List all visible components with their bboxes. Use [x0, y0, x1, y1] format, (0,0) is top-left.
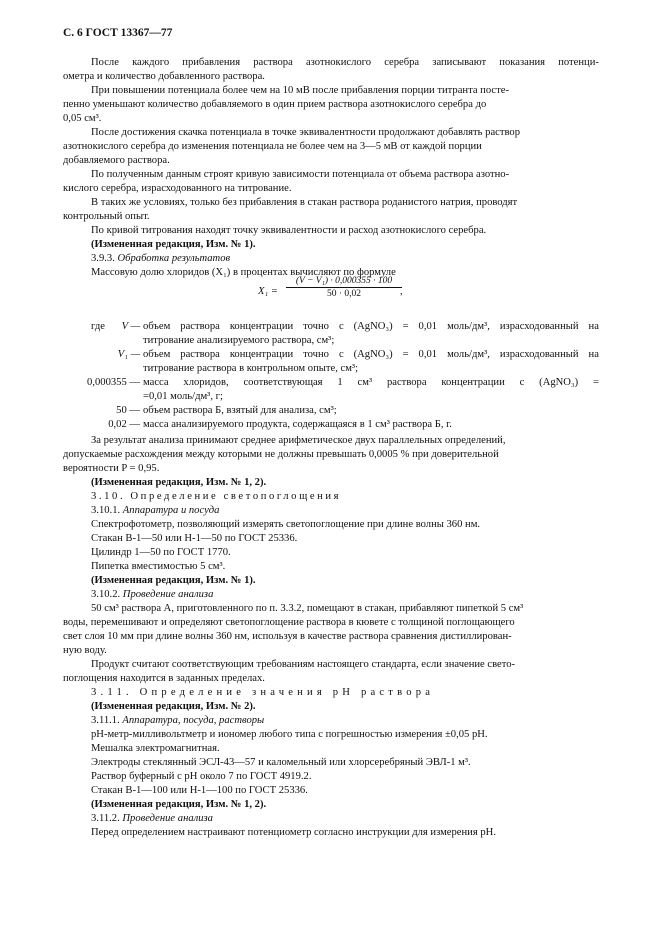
page-header: С. 6 ГОСТ 13367—77	[63, 27, 173, 39]
paragraph-line: контрольный опыт.	[63, 211, 150, 222]
paragraph-line: 0,05 см³.	[63, 113, 102, 124]
legend-text: масса хлоридов, соответствующая 1 см³ раствора концентрации c (AgNO₃) =	[143, 377, 599, 388]
legend-symbol-50: 50 —	[116, 405, 140, 416]
legend-symbol-v: V —	[121, 321, 140, 332]
paragraph-line: За результат анализа принимают среднее арифметическое двух параллельных определений,	[91, 435, 506, 446]
paragraph-line: 50 см³ раствора А, приготовленного по п. 3.3.2, помещают в стакан, прибавляют пипеткой 5 см³	[91, 603, 524, 614]
paragraph-line: пенно уменьшают количество добавляемого в один прием раствора азотнокислого серебра до	[63, 99, 487, 110]
section-title: Аппаратура, посуда, растворы	[122, 715, 265, 726]
edit-note: (Измененная редакция, Изм. № 2).	[91, 701, 256, 712]
paragraph-line: ометра и количество добавленного раствора.	[63, 71, 265, 82]
section-title: Проведение анализа	[122, 813, 213, 824]
legend-text: титрование анализируемого раствора, см³;	[143, 335, 335, 346]
legend-text: объем раствора Б, взятый для анализа, см³;	[143, 405, 337, 416]
formula-trailing: ,	[400, 286, 403, 297]
section-title: Обработка результатов	[117, 253, 231, 264]
equipment-item: Электроды стеклянный ЭСЛ-43—57 и каломельный или хлорсеребряный ЭВЛ-1 м³.	[91, 757, 471, 768]
section-number: 3.10.1.	[91, 505, 121, 516]
formula-denominator: 50 · 0,02	[326, 289, 362, 299]
formula-numerator: (V − V₁) · 0,000355 · 100	[295, 276, 393, 286]
paragraph-line: кислого серебра, израсходованного на титрование.	[63, 183, 292, 194]
edit-note: (Измененная редакция, Изм. № 1).	[91, 239, 256, 250]
formula-lhs: X₁ =	[258, 286, 278, 297]
legend-text: =0,01 моль/дм³, г;	[143, 391, 223, 402]
paragraph-line: В таких же условиях, только без прибавления в стакан раствора роданистого натрия, проводят	[91, 197, 518, 208]
formula-fraction	[286, 276, 402, 299]
paragraph-line: воды, перемешивают и определяют светопоглощение раствора в кювете с толщиной поглощающего	[63, 617, 515, 628]
section-title: Проведение анализа	[122, 589, 214, 600]
section-number: 3.11.1.	[91, 715, 120, 726]
paragraph-line: После достижения скачка потенциала в точке эквивалентности продолжают добавлять раствор	[91, 127, 521, 138]
section-heading-3-11: 3.11. Определение значения pH раствора	[91, 687, 435, 698]
paragraph-line: При повышении потенциала более чем на 10 мВ после прибавления порции титранта посте-	[91, 85, 509, 96]
section-heading-3-10: 3.10. Определение светопоглощения	[91, 491, 342, 502]
paragraph-line: свет слоя 10 мм при длине волны 360 нм, используя в качестве раствора сравнения дистиллирован-	[63, 631, 512, 642]
paragraph-line: добавляемого раствора.	[63, 155, 170, 166]
paragraph-line: допускаемые расхождения между которыми не должны превышать 0,0005 % при доверительной	[63, 449, 499, 460]
equipment-item: Раствор буферный с pH около 7 по ГОСТ 4919.2.	[91, 771, 312, 782]
paragraph-line: После каждого прибавления раствора азотнокислого серебра записывают показания потенци-	[91, 57, 599, 68]
legend-symbol-0000355: 0,000355 —	[87, 377, 140, 388]
section-heading-3-9-3	[91, 252, 230, 265]
section-number: 3.11.2.	[91, 813, 120, 824]
paragraph-line: По полученным данным строят кривую зависимости потенциала от объема раствора азотно-	[91, 169, 510, 180]
section-heading-3-10-2	[91, 588, 213, 601]
paragraph-line: Перед определением настраивают потенциометр согласно инструкции для измерения pH.	[91, 827, 496, 838]
equipment-item: pH-метр-милливольтметр и иономер любого типа с погрешностью измерения ±0,05 pH.	[91, 729, 488, 740]
section-heading-3-11-1	[91, 714, 264, 727]
equipment-item: Пипетка вместимостью 5 см³.	[91, 561, 226, 572]
section-heading-3-10-1	[91, 504, 219, 517]
section-title: Аппаратура и посуда	[122, 505, 220, 516]
paragraph-line: вероятности P = 0,95.	[63, 463, 160, 474]
paragraph-line: Продукт считают соответствующим требованиям настоящего стандарта, если значение свето-	[91, 659, 516, 670]
equipment-item: Мешалка электромагнитная.	[91, 743, 220, 754]
equipment-item: Спектрофотометр, позволяющий измерять светопоглощение при длине волны 360 нм.	[91, 519, 481, 530]
legend-text: объем раствора концентрации точно c (AgNO₃) = 0,01 моль/дм³, израсходованный на	[143, 321, 599, 332]
edit-note: (Измененная редакция, Изм. № 1, 2).	[91, 799, 267, 810]
equipment-item: Цилиндр 1—50 по ГОСТ 1770.	[91, 547, 231, 558]
paragraph-line: азотнокислого серебра до изменения потенциала не более чем на 3—5 мВ от каждой порции	[63, 141, 482, 152]
legend-text: титрование раствора в контрольном опыте, см³;	[143, 363, 359, 374]
paragraph-line: поглощения находится в заданных пределах.	[63, 673, 265, 684]
legend-symbol-002: 0,02 —	[108, 419, 140, 430]
legend-text: масса анализируемого продукта, содержащаяся в 1 см³ раствора Б, г.	[143, 419, 452, 430]
section-number: 3.9.3.	[91, 253, 115, 264]
legend-symbol-v1: V₁ —	[117, 349, 140, 360]
legend-where: где	[91, 321, 105, 332]
legend-text: объем раствора концентрации точно c (AgNO₃) = 0,01 моль/дм³, израсходованный на	[143, 349, 599, 360]
paragraph-line: По кривой титрования находят точку эквивалентности и расход азотнокислого серебра.	[91, 225, 487, 236]
section-heading-3-11-2	[91, 812, 213, 825]
formula-intro: Массовую долю хлоридов (X₁) в процентах вычисляют по формуле	[91, 267, 396, 278]
edit-note: (Измененная редакция, Изм. № 1).	[91, 575, 256, 586]
section-number: 3.10.2.	[91, 589, 121, 600]
paragraph-line: ную воду.	[63, 645, 107, 656]
equipment-item: Стакан В-1—100 или Н-1—100 по ГОСТ 25336.	[91, 785, 308, 796]
edit-note: (Измененная редакция, Изм. № 1, 2).	[91, 477, 267, 488]
equipment-item: Стакан В-1—50 или Н-1—50 по ГОСТ 25336.	[91, 533, 298, 544]
fraction-bar	[286, 287, 402, 288]
